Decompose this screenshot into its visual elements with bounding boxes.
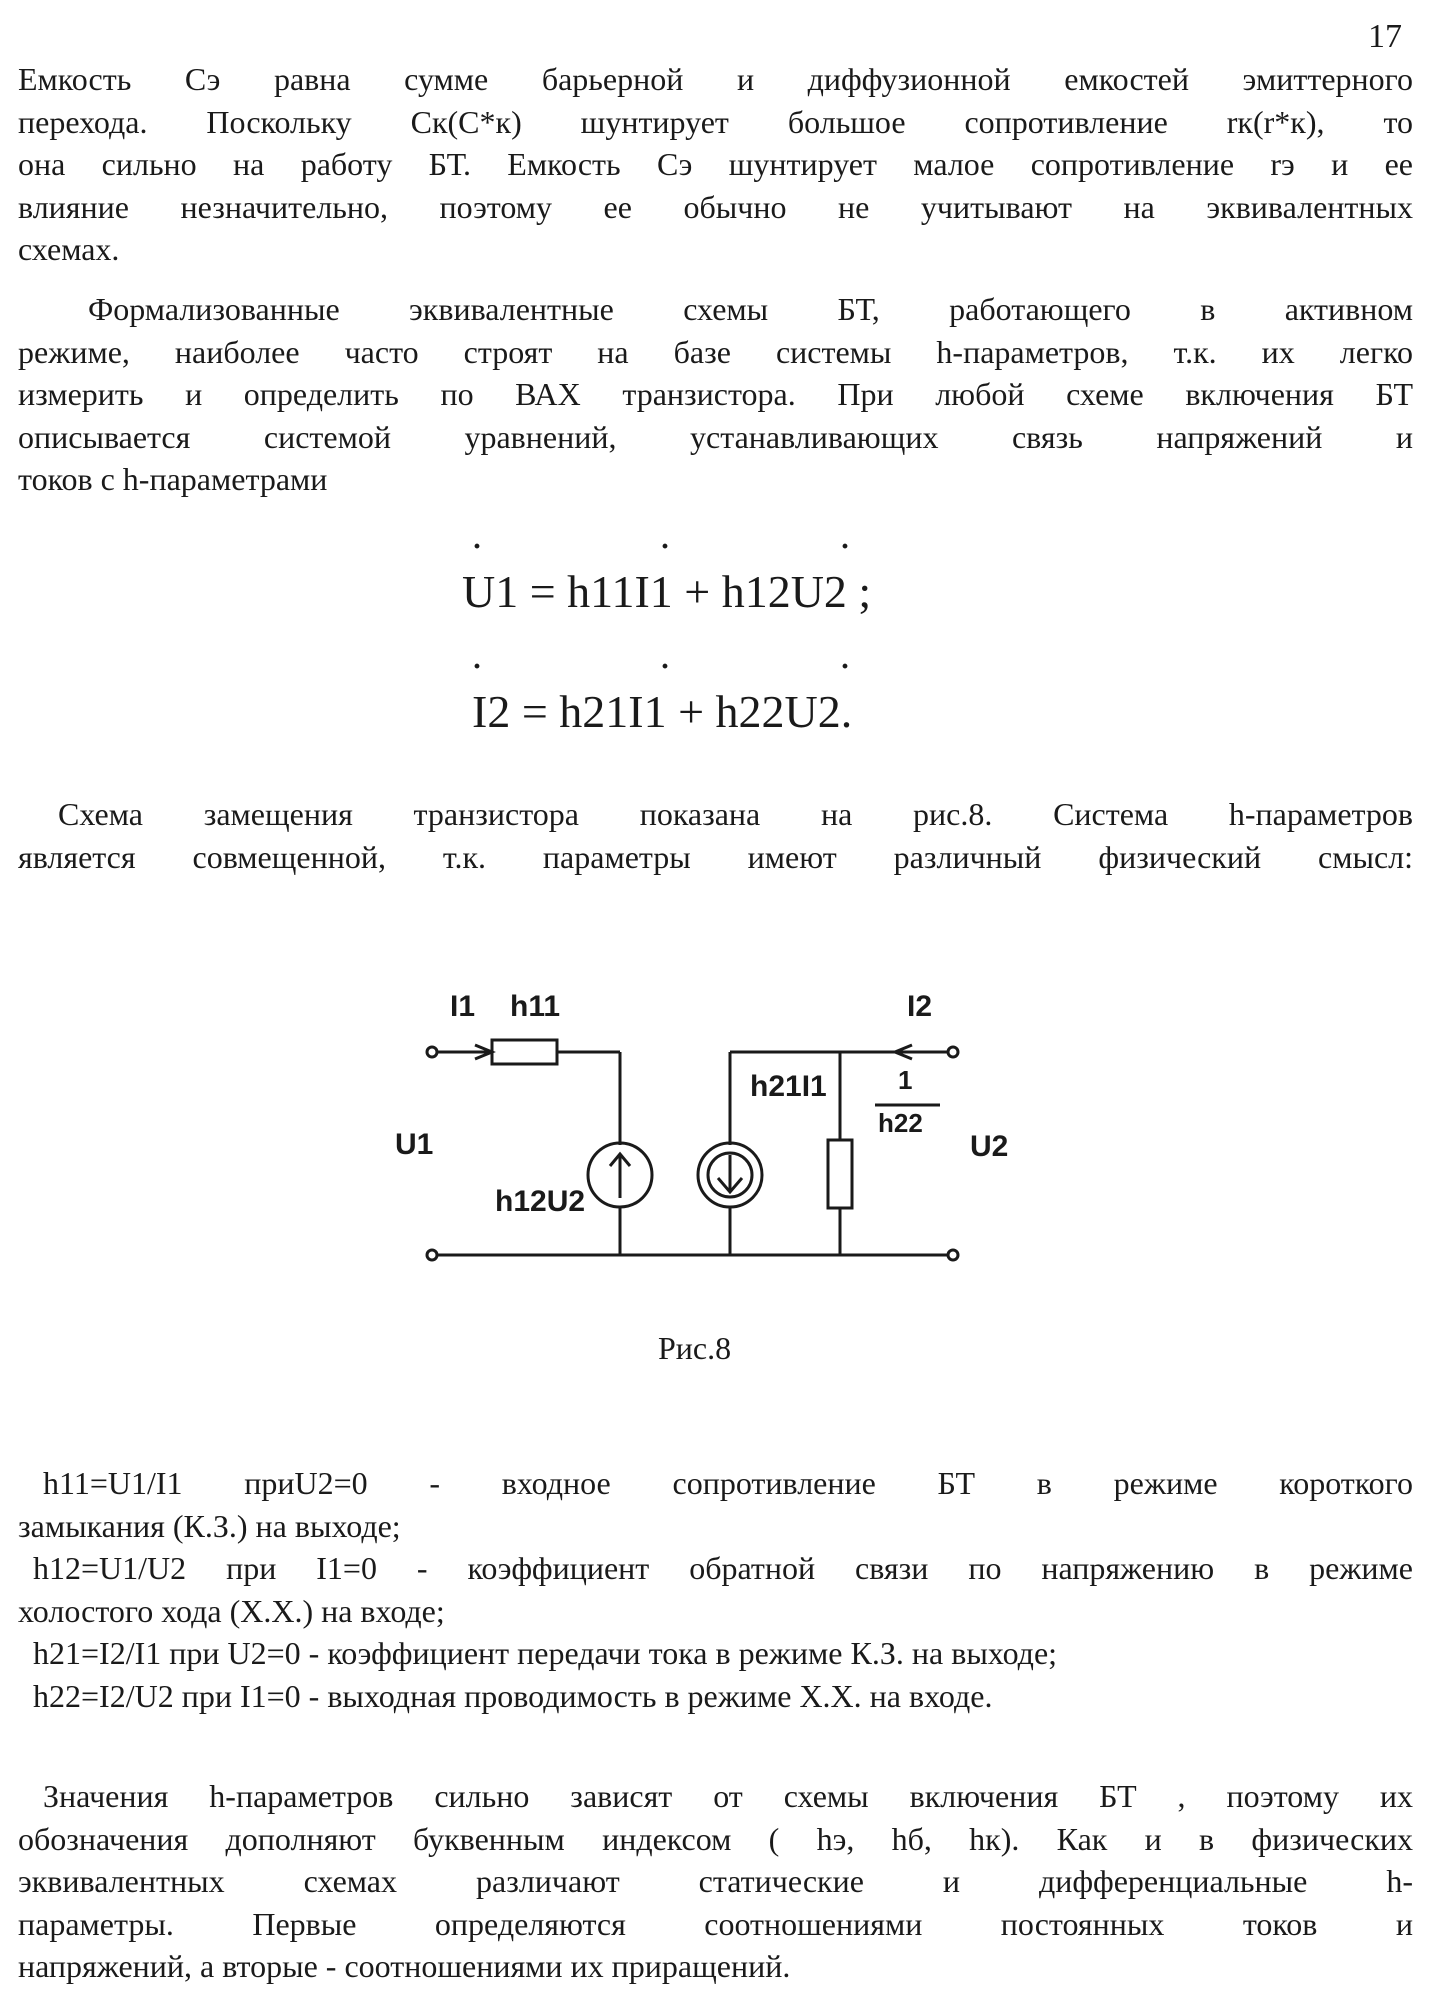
text-line: измерить и определить по ВАХ транзистора. При любой схеме включения БТ [18,376,1413,412]
dot-mark: · [660,650,671,683]
dot-mark: · [472,530,483,563]
text-line: токов с h-параметрами [18,461,328,497]
text-line: Формализованные эквивалентные схемы БТ, работающего в активном [88,291,1413,327]
definition-line: h21=I2/I1 при U2=0 - коэффициент передачи тока в режиме К.З. на выходе; [33,1635,1058,1671]
paragraph-scheme-intro [18,793,1413,878]
text-line: является совмещенной, т.к. параметры имеют различный физический смысл: [18,838,1413,875]
page-number: 17 [1368,18,1402,55]
label-h12u2: h12U2 [495,1185,586,1218]
text-line: Емкость Сэ равна сумме барьерной и диффузионной емкостей эмиттерного [18,61,1413,97]
paragraph-capacitance [18,58,1413,271]
definition-line: h12=U1/U2 при I1=0 - коэффициент обратной связи по напряжению в режиме [33,1550,1413,1586]
definition-line: h11=U1/I1 приU2=0 - входное сопротивление БТ в режиме короткого [43,1465,1413,1501]
label-u2: U2 [970,1130,1009,1163]
definition-line: холостого хода (Х.Х.) на входе; [18,1592,445,1629]
definitions-list [18,1462,1413,1717]
definition-line: замыкания (К.З.) на выходе; [18,1507,401,1544]
definition-line: h22=I2/U2 при I1=0 - выходная проводимость в режиме Х.Х. на входе. [33,1677,993,1714]
equivalent-circuit-diagram [395,970,1009,1280]
text-line: параметры. Первые определяются соотношениями постоянных токов и [18,1905,1413,1942]
text-line: влияние незначительно, поэтому ее обычно не учитывают на эквивалентных [18,188,1413,225]
paragraph-h-parameter-values [18,1775,1413,1988]
label-i2: I2 [907,990,933,1023]
label-fraction-denominator: h22 [878,1108,923,1138]
label-h21i1: h21I1 [750,1070,827,1103]
label-fraction-numerator: 1 [898,1065,913,1095]
text-line: описывается системой уравнений, устанавливающих связь напряжений и [18,418,1413,455]
dot-mark: · [660,530,671,563]
dot-mark: · [472,650,483,683]
equation-i2: I2 = h21I1 + h22U2. [472,686,853,737]
text-line: напряжений, а вторые - соотношениями их приращений. [18,1948,791,1984]
text-line: Схема замещения транзистора показана на рис.8. Система h-параметров [58,796,1413,832]
text-line: режиме, наиболее часто строят на базе системы h-параметров, т.к. их легко [18,333,1413,370]
text-line: она сильно на работу БТ. Емкость Сэ шунтирует малое сопротивление rэ и ее [18,146,1413,182]
label-h11: h11 [510,990,561,1023]
text-line: Значения h-параметров сильно зависят от схемы включения БТ , поэтому их [43,1778,1413,1814]
paragraph-h-parameters [18,288,1413,501]
dot-mark: · [840,530,851,563]
text-line: эквивалентных схемах различают статические и дифференциальные h- [18,1863,1413,1899]
label-i1: I1 [450,990,476,1023]
label-u1: U1 [395,1128,434,1161]
dot-mark: · [840,650,851,683]
text-line: схемах. [18,231,120,267]
figure-caption: Рис.8 [658,1330,732,1366]
text-line: обозначения дополняют буквенным индексом ( hэ, hб, hк). Как и в физических [18,1820,1413,1857]
equation-u1: U1 = h11I1 + h12U2 ; [462,566,872,617]
text-line: перехода. Поскольку Ск(С*к) шунтирует большое сопротивление rк(r*к), то [18,103,1413,140]
